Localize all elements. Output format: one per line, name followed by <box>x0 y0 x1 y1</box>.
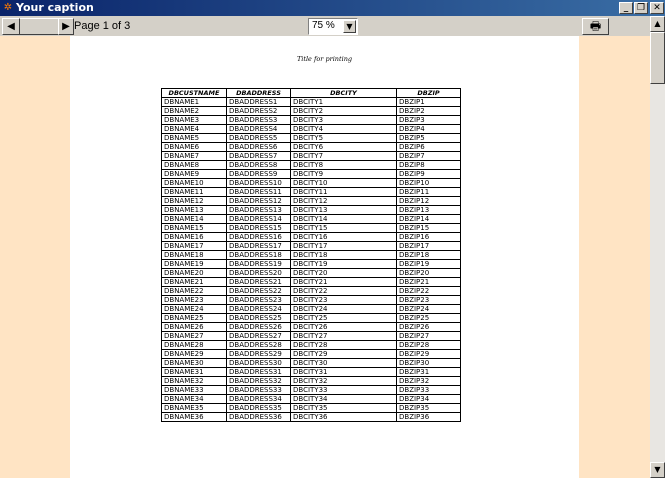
cell-address: DBADDRESS20 <box>227 269 291 278</box>
cell-city: DBCITY34 <box>291 395 397 404</box>
cell-zip: DBZIP32 <box>397 377 461 386</box>
table-row <box>162 341 461 350</box>
column-header-city: DBCITY <box>291 89 397 98</box>
table-row <box>162 323 461 332</box>
cell-city: DBCITY6 <box>291 143 397 152</box>
cell-zip: DBZIP23 <box>397 296 461 305</box>
cell-city: DBCITY5 <box>291 134 397 143</box>
cell-zip: DBZIP5 <box>397 134 461 143</box>
cell-custname: DBNAME18 <box>162 251 227 260</box>
table-row <box>162 350 461 359</box>
maximize-button[interactable]: ❐ <box>634 2 648 14</box>
cell-custname: DBNAME2 <box>162 107 227 116</box>
cell-zip: DBZIP24 <box>397 305 461 314</box>
table-row <box>162 224 461 233</box>
cell-address: DBADDRESS25 <box>227 314 291 323</box>
table-row <box>162 125 461 134</box>
cell-city: DBCITY24 <box>291 305 397 314</box>
cell-address: DBADDRESS29 <box>227 350 291 359</box>
cell-address: DBADDRESS1 <box>227 98 291 107</box>
cell-zip: DBZIP29 <box>397 350 461 359</box>
preview-viewport[interactable] <box>0 36 650 478</box>
cell-custname: DBNAME10 <box>162 179 227 188</box>
cell-city: DBCITY16 <box>291 233 397 242</box>
cell-city: DBCITY17 <box>291 242 397 251</box>
cell-custname: DBNAME29 <box>162 350 227 359</box>
cell-address: DBADDRESS11 <box>227 188 291 197</box>
table-row <box>162 404 461 413</box>
cell-custname: DBNAME4 <box>162 125 227 134</box>
table-row <box>162 368 461 377</box>
minimize-button[interactable]: _ <box>619 2 633 14</box>
cell-zip: DBZIP4 <box>397 125 461 134</box>
cell-address: DBADDRESS31 <box>227 368 291 377</box>
cell-custname: DBNAME11 <box>162 188 227 197</box>
cell-city: DBCITY10 <box>291 179 397 188</box>
table-row <box>162 134 461 143</box>
table-row <box>162 260 461 269</box>
cell-zip: DBZIP3 <box>397 116 461 125</box>
cell-zip: DBZIP9 <box>397 170 461 179</box>
cell-zip: DBZIP25 <box>397 314 461 323</box>
cell-address: DBADDRESS30 <box>227 359 291 368</box>
cell-custname: DBNAME27 <box>162 332 227 341</box>
cell-address: DBADDRESS19 <box>227 260 291 269</box>
page-scroll-track[interactable] <box>20 18 58 35</box>
table-row <box>162 305 461 314</box>
cell-custname: DBNAME22 <box>162 287 227 296</box>
report-table <box>161 88 461 422</box>
window-title: Your caption <box>16 1 94 14</box>
cell-custname: DBNAME12 <box>162 197 227 206</box>
app-icon[interactable]: ✲ <box>3 2 13 13</box>
table-row <box>162 395 461 404</box>
cell-city: DBCITY27 <box>291 332 397 341</box>
close-button[interactable]: ✕ <box>650 2 664 14</box>
cell-custname: DBNAME17 <box>162 242 227 251</box>
cell-address: DBADDRESS8 <box>227 161 291 170</box>
cell-address: DBADDRESS15 <box>227 224 291 233</box>
cell-address: DBADDRESS13 <box>227 206 291 215</box>
cell-custname: DBNAME33 <box>162 386 227 395</box>
scroll-up-button[interactable]: ▲ <box>650 16 665 32</box>
cell-zip: DBZIP19 <box>397 260 461 269</box>
cell-address: DBADDRESS4 <box>227 125 291 134</box>
cell-zip: DBZIP18 <box>397 251 461 260</box>
cell-city: DBCITY15 <box>291 224 397 233</box>
cell-custname: DBNAME6 <box>162 143 227 152</box>
cell-city: DBCITY31 <box>291 368 397 377</box>
cell-custname: DBNAME3 <box>162 116 227 125</box>
cell-zip: DBZIP10 <box>397 179 461 188</box>
table-row <box>162 188 461 197</box>
cell-zip: DBZIP27 <box>397 332 461 341</box>
cell-city: DBCITY29 <box>291 350 397 359</box>
table-row <box>162 233 461 242</box>
cell-address: DBADDRESS3 <box>227 116 291 125</box>
cell-zip: DBZIP14 <box>397 215 461 224</box>
table-row <box>162 359 461 368</box>
column-header-custname: DBCUSTNAME <box>162 89 227 98</box>
table-row <box>162 314 461 323</box>
cell-address: DBADDRESS28 <box>227 341 291 350</box>
table-row <box>162 98 461 107</box>
cell-custname: DBNAME35 <box>162 404 227 413</box>
zoom-select[interactable] <box>308 18 358 35</box>
table-header-row <box>162 89 461 98</box>
page-indicator: Page 1 of 3 <box>74 20 131 32</box>
cell-city: DBCITY30 <box>291 359 397 368</box>
cell-address: DBADDRESS5 <box>227 134 291 143</box>
cell-address: DBADDRESS17 <box>227 242 291 251</box>
cell-city: DBCITY32 <box>291 377 397 386</box>
cell-city: DBCITY4 <box>291 125 397 134</box>
table-row <box>162 143 461 152</box>
cell-custname: DBNAME14 <box>162 215 227 224</box>
table-row <box>162 197 461 206</box>
cell-city: DBCITY8 <box>291 161 397 170</box>
cell-custname: DBNAME7 <box>162 152 227 161</box>
cell-city: DBCITY26 <box>291 323 397 332</box>
cell-address: DBADDRESS26 <box>227 323 291 332</box>
cell-address: DBADDRESS32 <box>227 377 291 386</box>
cell-zip: DBZIP22 <box>397 287 461 296</box>
prev-page-button[interactable]: ◀ <box>2 18 20 35</box>
cell-zip: DBZIP16 <box>397 233 461 242</box>
cell-address: DBADDRESS2 <box>227 107 291 116</box>
cell-address: DBADDRESS12 <box>227 197 291 206</box>
cell-custname: DBNAME21 <box>162 278 227 287</box>
cell-city: DBCITY28 <box>291 341 397 350</box>
cell-zip: DBZIP30 <box>397 359 461 368</box>
table-row <box>162 206 461 215</box>
toolbar <box>0 16 665 36</box>
table-row <box>162 170 461 179</box>
scroll-down-button[interactable]: ▼ <box>650 462 665 478</box>
cell-custname: DBNAME30 <box>162 359 227 368</box>
table-row <box>162 179 461 188</box>
cell-zip: DBZIP12 <box>397 197 461 206</box>
cell-address: DBADDRESS36 <box>227 413 291 422</box>
cell-custname: DBNAME8 <box>162 161 227 170</box>
cell-zip: DBZIP21 <box>397 278 461 287</box>
table-row <box>162 287 461 296</box>
table-row <box>162 413 461 422</box>
chevron-down-icon[interactable]: ▼ <box>343 20 356 33</box>
cell-zip: DBZIP36 <box>397 413 461 422</box>
cell-custname: DBNAME28 <box>162 341 227 350</box>
cell-zip: DBZIP15 <box>397 224 461 233</box>
cell-custname: DBNAME5 <box>162 134 227 143</box>
cell-city: DBCITY2 <box>291 107 397 116</box>
cell-city: DBCITY1 <box>291 98 397 107</box>
cell-custname: DBNAME24 <box>162 305 227 314</box>
cell-custname: DBNAME23 <box>162 296 227 305</box>
table-row <box>162 386 461 395</box>
cell-address: DBADDRESS14 <box>227 215 291 224</box>
cell-address: DBADDRESS9 <box>227 170 291 179</box>
cell-city: DBCITY35 <box>291 404 397 413</box>
cell-zip: DBZIP6 <box>397 143 461 152</box>
cell-zip: DBZIP8 <box>397 161 461 170</box>
cell-city: DBCITY7 <box>291 152 397 161</box>
scroll-thumb[interactable] <box>650 32 665 84</box>
cell-city: DBCITY33 <box>291 386 397 395</box>
cell-address: DBADDRESS18 <box>227 251 291 260</box>
cell-zip: DBZIP33 <box>397 386 461 395</box>
cell-city: DBCITY3 <box>291 116 397 125</box>
cell-address: DBADDRESS10 <box>227 179 291 188</box>
report-title: Title for printing <box>296 55 353 63</box>
table-row <box>162 161 461 170</box>
table-row <box>162 116 461 125</box>
cell-address: DBADDRESS33 <box>227 386 291 395</box>
cell-city: DBCITY22 <box>291 287 397 296</box>
cell-zip: DBZIP35 <box>397 404 461 413</box>
cell-address: DBADDRESS22 <box>227 287 291 296</box>
table-row <box>162 332 461 341</box>
cell-custname: DBNAME13 <box>162 206 227 215</box>
cell-address: DBADDRESS27 <box>227 332 291 341</box>
cell-city: DBCITY36 <box>291 413 397 422</box>
table-row <box>162 269 461 278</box>
cell-custname: DBNAME36 <box>162 413 227 422</box>
cell-zip: DBZIP28 <box>397 341 461 350</box>
cell-custname: DBNAME26 <box>162 323 227 332</box>
cell-zip: DBZIP2 <box>397 107 461 116</box>
cell-city: DBCITY13 <box>291 206 397 215</box>
cell-address: DBADDRESS34 <box>227 395 291 404</box>
cell-city: DBCITY11 <box>291 188 397 197</box>
table-row <box>162 251 461 260</box>
cell-zip: DBZIP11 <box>397 188 461 197</box>
cell-custname: DBNAME20 <box>162 269 227 278</box>
cell-zip: DBZIP26 <box>397 323 461 332</box>
cell-city: DBCITY23 <box>291 296 397 305</box>
cell-custname: DBNAME16 <box>162 233 227 242</box>
cell-zip: DBZIP31 <box>397 368 461 377</box>
cell-custname: DBNAME34 <box>162 395 227 404</box>
cell-city: DBCITY14 <box>291 215 397 224</box>
table-row <box>162 215 461 224</box>
cell-city: DBCITY21 <box>291 278 397 287</box>
cell-city: DBCITY18 <box>291 251 397 260</box>
cell-zip: DBZIP1 <box>397 98 461 107</box>
next-page-button[interactable]: ▶ <box>58 18 74 35</box>
cell-custname: DBNAME32 <box>162 377 227 386</box>
cell-address: DBADDRESS23 <box>227 296 291 305</box>
cell-address: DBADDRESS35 <box>227 404 291 413</box>
cell-city: DBCITY25 <box>291 314 397 323</box>
cell-zip: DBZIP7 <box>397 152 461 161</box>
cell-custname: DBNAME31 <box>162 368 227 377</box>
cell-zip: DBZIP34 <box>397 395 461 404</box>
table-row <box>162 278 461 287</box>
table-row <box>162 107 461 116</box>
print-button[interactable]: 🖶 <box>582 18 609 35</box>
cell-address: DBADDRESS6 <box>227 143 291 152</box>
report-table-body <box>162 98 461 422</box>
cell-address: DBADDRESS7 <box>227 152 291 161</box>
cell-custname: DBNAME1 <box>162 98 227 107</box>
cell-address: DBADDRESS16 <box>227 233 291 242</box>
cell-address: DBADDRESS21 <box>227 278 291 287</box>
column-header-zip: DBZIP <box>397 89 461 98</box>
cell-custname: DBNAME25 <box>162 314 227 323</box>
table-row <box>162 152 461 161</box>
column-header-address: DBADDRESS <box>227 89 291 98</box>
table-row <box>162 242 461 251</box>
cell-city: DBCITY19 <box>291 260 397 269</box>
title-bar[interactable] <box>0 0 665 16</box>
cell-city: DBCITY20 <box>291 269 397 278</box>
table-row <box>162 296 461 305</box>
cell-address: DBADDRESS24 <box>227 305 291 314</box>
table-row <box>162 377 461 386</box>
cell-city: DBCITY12 <box>291 197 397 206</box>
cell-zip: DBZIP17 <box>397 242 461 251</box>
cell-custname: DBNAME9 <box>162 170 227 179</box>
cell-city: DBCITY9 <box>291 170 397 179</box>
cell-custname: DBNAME15 <box>162 224 227 233</box>
cell-custname: DBNAME19 <box>162 260 227 269</box>
report-page <box>70 36 579 478</box>
vertical-scrollbar[interactable] <box>650 16 665 478</box>
cell-zip: DBZIP13 <box>397 206 461 215</box>
cell-zip: DBZIP20 <box>397 269 461 278</box>
zoom-value: 75 % <box>312 20 335 31</box>
